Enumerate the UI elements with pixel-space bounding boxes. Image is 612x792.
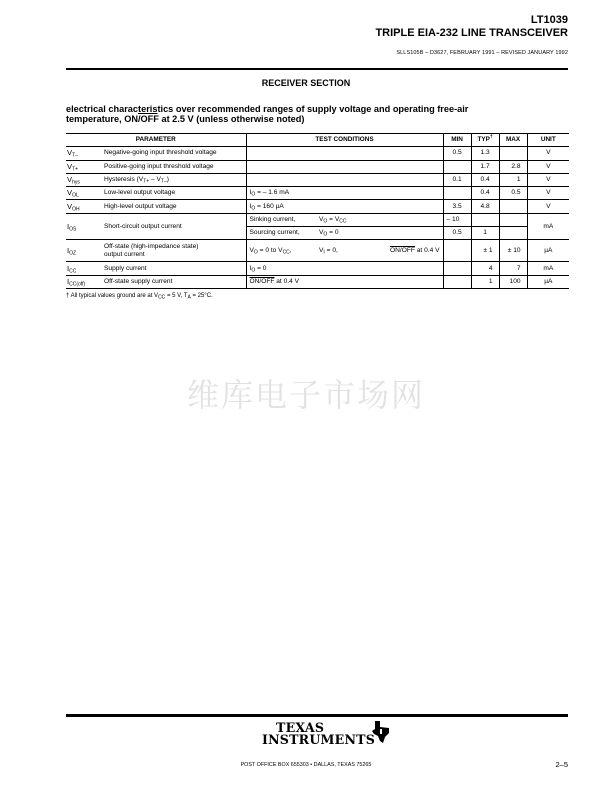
param-symbol: $V_{hys}$ — [66, 173, 100, 186]
footer-rule — [66, 714, 568, 717]
max-value: 1 — [499, 173, 527, 186]
sourcing-condition-label: Sourcing current, — [246, 227, 316, 240]
unit-value: µA — [527, 275, 569, 288]
min-value: – 10 — [443, 213, 471, 226]
test-condition-vi: $V_I = 0$, — [316, 240, 387, 262]
unit-value: V — [527, 200, 569, 213]
test-conditions: $I_O$ = – 1.6 mA — [246, 187, 443, 200]
test-conditions — [246, 173, 443, 186]
param-symbol: $V_{OH}$ — [66, 200, 100, 213]
table-row — [66, 275, 569, 288]
param-description: Off-state supply current — [100, 275, 246, 288]
max-value: ± 10 — [499, 240, 527, 262]
table-intro: electrical characteristics over recommended ranges of supply voltage and operating free-air temperature, ON/OFF at 2.5 V (unless otherwise noted) — [66, 104, 469, 124]
logo-line-instruments: INSTRUMENTS — [262, 732, 376, 747]
section-title: RECEIVER SECTION — [261, 78, 351, 88]
param-description: Low-level output voltage — [100, 187, 246, 200]
max-value — [499, 213, 527, 226]
table-row — [66, 187, 569, 200]
header-unit: UNIT — [527, 134, 569, 147]
typ-value: ± 1 — [471, 240, 499, 262]
param-description: High-level output voltage — [100, 200, 246, 213]
document-reference: SLLS105B – D3627, FEBRUARY 1991 – REVISED JANUARY 1992 — [396, 50, 568, 56]
min-value — [443, 262, 471, 275]
min-value: 0.5 — [443, 227, 471, 240]
typ-value: 4 — [471, 262, 499, 275]
watermark: 维库电子市场网 — [186, 376, 425, 414]
table-row — [66, 240, 569, 262]
min-value — [443, 240, 471, 262]
param-description: Short-circuit output current — [100, 213, 246, 240]
param-description: Positive-going input threshold voltage — [100, 160, 246, 173]
max-value: 2.8 — [499, 160, 527, 173]
param-description: Supply current — [100, 262, 246, 275]
unit-value: V — [527, 160, 569, 173]
part-number: LT1039 — [530, 14, 568, 26]
table-row — [66, 173, 569, 186]
table-header-row — [66, 134, 569, 147]
unit-value: V — [527, 173, 569, 186]
min-value: 0.5 — [443, 147, 471, 160]
typ-value: 1 — [471, 227, 499, 240]
typ-value: 4.8 — [471, 200, 499, 213]
typ-value: 0.4 — [471, 187, 499, 200]
test-conditions: ON/OFF at 0.4 V — [246, 275, 443, 288]
max-value: 7 — [499, 262, 527, 275]
electrical-characteristics-table — [66, 133, 569, 289]
max-value — [499, 200, 527, 213]
table-row — [66, 200, 569, 213]
logo-line-texas: TEXAS — [276, 720, 325, 735]
header-test-conditions: TEST CONDITIONS — [246, 134, 443, 147]
typ-value: 0.4 — [471, 173, 499, 186]
texas-state-icon — [371, 720, 391, 744]
table-row — [66, 160, 569, 173]
param-description: Off-state (high-impedance state) output current — [100, 240, 246, 262]
typ-value: 1 — [471, 275, 499, 288]
max-value — [499, 147, 527, 160]
min-value: 0.1 — [443, 173, 471, 186]
typ-value: 1.7 — [471, 160, 499, 173]
param-description: Hysteresis $(V_{T+} - V_{T-})$ — [100, 173, 246, 186]
param-symbol: $I_{OS}$ — [66, 213, 100, 240]
header-max: MAX — [499, 134, 527, 147]
max-value: 0.5 — [499, 187, 527, 200]
test-condition-onoff: ON/OFF at 0.4 V — [387, 240, 443, 262]
test-condition-vo: $V_O = 0$ to $V_{CC}$, — [246, 240, 316, 262]
unit-value: V — [527, 147, 569, 160]
page-number: 2–5 — [555, 760, 568, 769]
test-conditions — [246, 160, 443, 173]
header-parameter: PARAMETER — [66, 134, 246, 147]
unit-value: V — [527, 187, 569, 200]
param-symbol: $V_{T-}$ — [66, 147, 100, 160]
min-value — [443, 160, 471, 173]
company-address: POST OFFICE BOX 655303 • DALLAS, TEXAS 75265 — [240, 762, 372, 768]
sinking-condition-value: $V_O = V_{CC}$ — [316, 213, 443, 226]
typ-value: 1.3 — [471, 147, 499, 160]
min-value: 3.5 — [443, 200, 471, 213]
min-value — [443, 275, 471, 288]
table-footnote: † All typical values ground are at $V_{CC} = 5$ V, $T_A = 25^\circ C$. — [66, 293, 213, 301]
max-value — [499, 227, 527, 240]
texas-instruments-logo — [262, 722, 391, 746]
unit-value: mA — [527, 213, 569, 240]
test-conditions: $I_O = 0$ — [246, 262, 443, 275]
min-value — [443, 187, 471, 200]
param-symbol: $V_{T+}$ — [66, 160, 100, 173]
sourcing-condition-value: $V_O = 0$ — [316, 227, 443, 240]
header-typ: TYP† — [471, 134, 499, 147]
param-description: Negative-going input threshold voltage — [100, 147, 246, 160]
table-row — [66, 147, 569, 160]
test-conditions: $I_O = 160$ µA — [246, 200, 443, 213]
header-min: MIN — [443, 134, 471, 147]
param-symbol: $I_{CC}$ — [66, 262, 100, 275]
document-title: TRIPLE EIA-232 LINE TRANSCEIVER — [375, 27, 568, 39]
table-row — [66, 262, 569, 275]
sinking-condition-label: Sinking current, — [246, 213, 316, 226]
param-symbol: $V_{OL}$ — [66, 187, 100, 200]
unit-value: µA — [527, 240, 569, 262]
typ-value — [471, 213, 499, 226]
header-rule — [66, 68, 568, 70]
max-value: 100 — [499, 275, 527, 288]
table-row — [66, 213, 569, 226]
test-conditions — [246, 147, 443, 160]
unit-value: mA — [527, 262, 569, 275]
param-symbol: $I_{OZ}$ — [66, 240, 100, 262]
document-header — [375, 14, 568, 40]
param-symbol: $I_{CC(off)}$ — [66, 275, 100, 288]
